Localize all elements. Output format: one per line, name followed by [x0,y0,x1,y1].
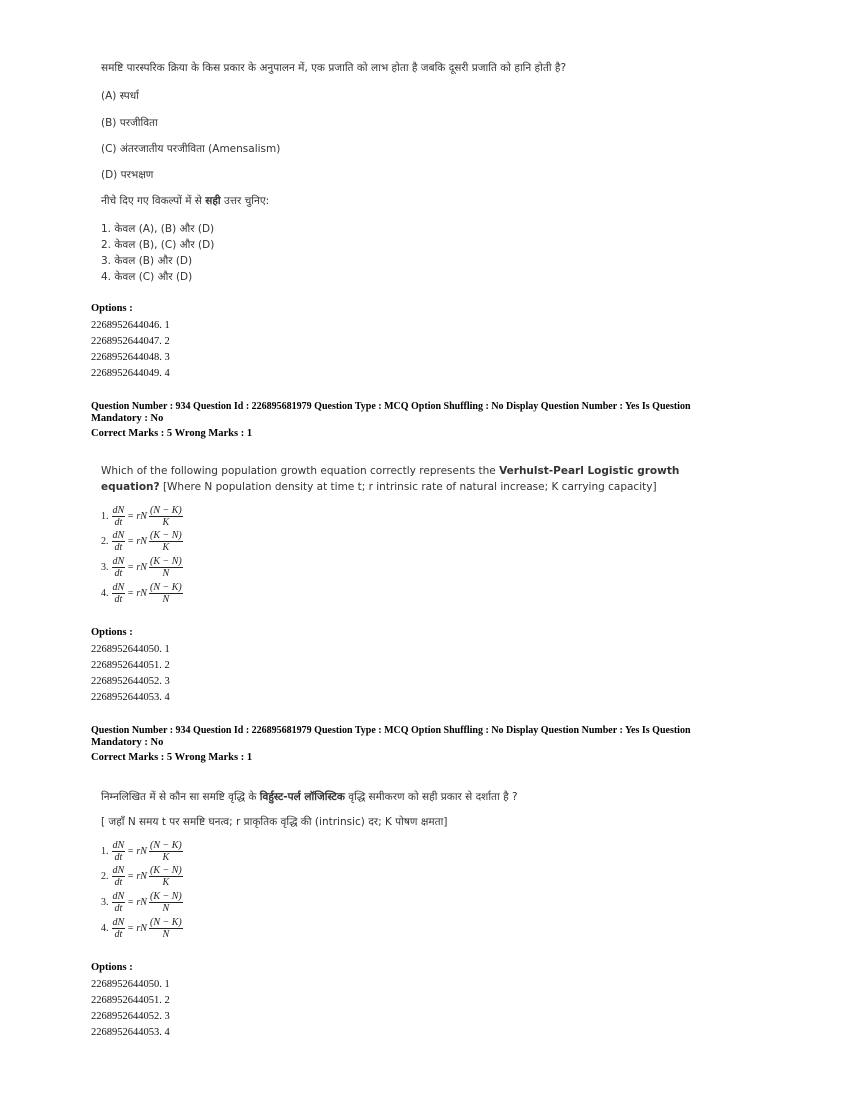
instruction-text [101,194,269,208]
option-item: 2268952644051. 2 [91,660,170,671]
instruction-post: उत्तर चुनिए: [220,195,270,207]
question-text-bold: विर्हुस्ट-पर्ल लॉजिस्टिक [259,791,345,803]
rhs-denominator: N [162,568,170,579]
rhs-fraction [149,917,183,940]
lhs-numerator: dN [112,917,125,928]
lhs-denominator: dt [114,929,123,940]
choice-c: (C) अंतरजातीय परजीविता (Amensalism) [101,143,281,155]
options-label: Options : [91,303,133,314]
rhs-denominator: N [162,903,170,914]
rhs-fraction [149,891,183,914]
lhs-numerator: dN [112,582,125,593]
rhs-fraction [149,530,183,553]
lhs-fraction [112,865,126,888]
option-item: 2268952644052. 3 [91,1011,170,1022]
question-text-line2: [ जहाँ N समय t पर समष्टि घनत्व; r प्राकृतिक वृद्धि की (intrinsic) दर; K पोषण क्षमता] [101,816,448,828]
lhs-denominator: dt [114,903,123,914]
answer-item: 1. केवल (A), (B) और (D) [101,223,215,235]
equation-number: 2. [101,535,109,547]
rhs-fraction [149,582,183,605]
lhs-fraction [112,891,126,914]
lhs-denominator: dt [114,542,123,553]
question-text-post: [Where N population density at time t; r intrinsic rate of natural increase; K carrying capacity] [159,481,657,493]
equation-4 [101,582,183,605]
lhs-fraction [112,556,126,579]
question-header: Question Number : 934 Question Id : 226895681979 Question Type : MCQ Option Shuffling : No Display Question Number : Yes Is Question [91,725,691,736]
equation-number: 1. [101,845,109,857]
question-text-pre: निम्नलिखित में से कौन सा समष्टि वृद्धि के [101,791,260,803]
choice-d: (D) परभक्षण [101,169,154,181]
equation-1 [101,505,183,528]
lhs-denominator: dt [114,594,123,605]
rhs-denominator: N [162,594,170,605]
rhs-numerator: (K − N) [149,556,182,567]
rhs-fraction [149,840,183,863]
option-item: 2268952644047. 2 [91,336,170,347]
instruction-pre: नीचे दिए गए विकल्पों में से [101,195,206,207]
options-label: Options : [91,627,133,638]
rhs-numerator: (K − N) [149,865,182,876]
lhs-numerator: dN [112,556,125,567]
rhs-prefix: = rN [127,588,147,599]
rhs-prefix: = rN [127,897,147,908]
rhs-prefix: = rN [127,923,147,934]
question-text [101,465,679,477]
question-text-bold: equation? [101,481,160,493]
rhs-fraction [149,865,183,888]
rhs-denominator: K [162,877,170,888]
question-text: समष्टि पारस्परिक क्रिया के किस प्रकार के अनुपालन में, एक प्रजाति को लाभ होता है जबकि दूसरी प्रजाति को हानि होती है? [101,62,567,74]
rhs-denominator: N [162,929,170,940]
question-text-pre: Which of the following population growth equation correctly represents the [101,465,500,477]
rhs-numerator: (N − K) [149,582,182,593]
lhs-numerator: dN [112,891,125,902]
lhs-numerator: dN [112,505,125,516]
equation-number: 1. [101,510,109,522]
rhs-numerator: (K − N) [149,891,182,902]
choice-a: (A) स्पर्धा [101,90,139,102]
option-item: 2268952644048. 3 [91,352,170,363]
rhs-numerator: (K − N) [149,530,182,541]
option-item: 2268952644050. 1 [91,644,170,655]
options-list [91,318,170,382]
question-header: Question Number : 934 Question Id : 226895681979 Question Type : MCQ Option Shuffling : No Display Question Number : Yes Is Question [91,401,691,412]
answer-item: 2. केवल (B), (C) और (D) [101,239,215,251]
lhs-numerator: dN [112,840,125,851]
question-text-bold: Verhulst-Pearl Logistic growth [499,465,680,477]
lhs-fraction [112,582,126,605]
equation-number: 3. [101,561,109,573]
rhs-numerator: (N − K) [149,505,182,516]
answer-item: 3. केवल (B) और (D) [101,255,193,267]
rhs-fraction [149,505,183,528]
equation-number: 3. [101,896,109,908]
rhs-prefix: = rN [127,536,147,547]
rhs-prefix: = rN [127,846,147,857]
equation-3 [101,891,183,914]
lhs-denominator: dt [114,877,123,888]
choice-b: (B) परजीविता [101,117,158,129]
equation-number: 2. [101,870,109,882]
marks-line: Correct Marks : 5 Wrong Marks : 1 [91,428,253,439]
option-item: 2268952644046. 1 [91,320,170,331]
instruction-bold: सही [205,195,221,207]
question-text-post: वृद्धि समीकरण को सही प्रकार से दर्शाता है ? [344,791,518,803]
equation-number: 4. [101,587,109,599]
rhs-numerator: (N − K) [149,840,182,851]
rhs-denominator: K [162,517,170,528]
lhs-fraction [112,505,126,528]
equation-number: 4. [101,922,109,934]
rhs-denominator: K [162,542,170,553]
equation-3 [101,556,183,579]
option-item: 2268952644050. 1 [91,979,170,990]
question-text-line2 [101,481,657,493]
option-item: 2268952644051. 2 [91,995,170,1006]
option-item: 2268952644049. 4 [91,368,170,379]
question-header-cont: Mandatory : No [91,413,164,424]
lhs-fraction [112,840,126,863]
equation-2 [101,865,183,888]
equation-1 [101,840,183,863]
marks-line: Correct Marks : 5 Wrong Marks : 1 [91,752,253,763]
rhs-prefix: = rN [127,871,147,882]
rhs-numerator: (N − K) [149,917,182,928]
equation-2 [101,530,183,553]
lhs-denominator: dt [114,517,123,528]
options-list [91,642,170,706]
answer-item: 4. केवल (C) और (D) [101,271,193,283]
lhs-denominator: dt [114,852,123,863]
rhs-prefix: = rN [127,511,147,522]
options-list [91,977,170,1041]
options-label: Options : [91,962,133,973]
rhs-prefix: = rN [127,562,147,573]
question-header-cont: Mandatory : No [91,737,164,748]
option-item: 2268952644053. 4 [91,692,170,703]
answer-list [101,221,214,285]
lhs-fraction [112,917,126,940]
question-text [101,790,518,804]
rhs-denominator: K [162,852,170,863]
equation-4 [101,917,183,940]
option-item: 2268952644052. 3 [91,676,170,687]
rhs-fraction [149,556,183,579]
lhs-fraction [112,530,126,553]
lhs-denominator: dt [114,568,123,579]
lhs-numerator: dN [112,865,125,876]
lhs-numerator: dN [112,530,125,541]
option-item: 2268952644053. 4 [91,1027,170,1038]
